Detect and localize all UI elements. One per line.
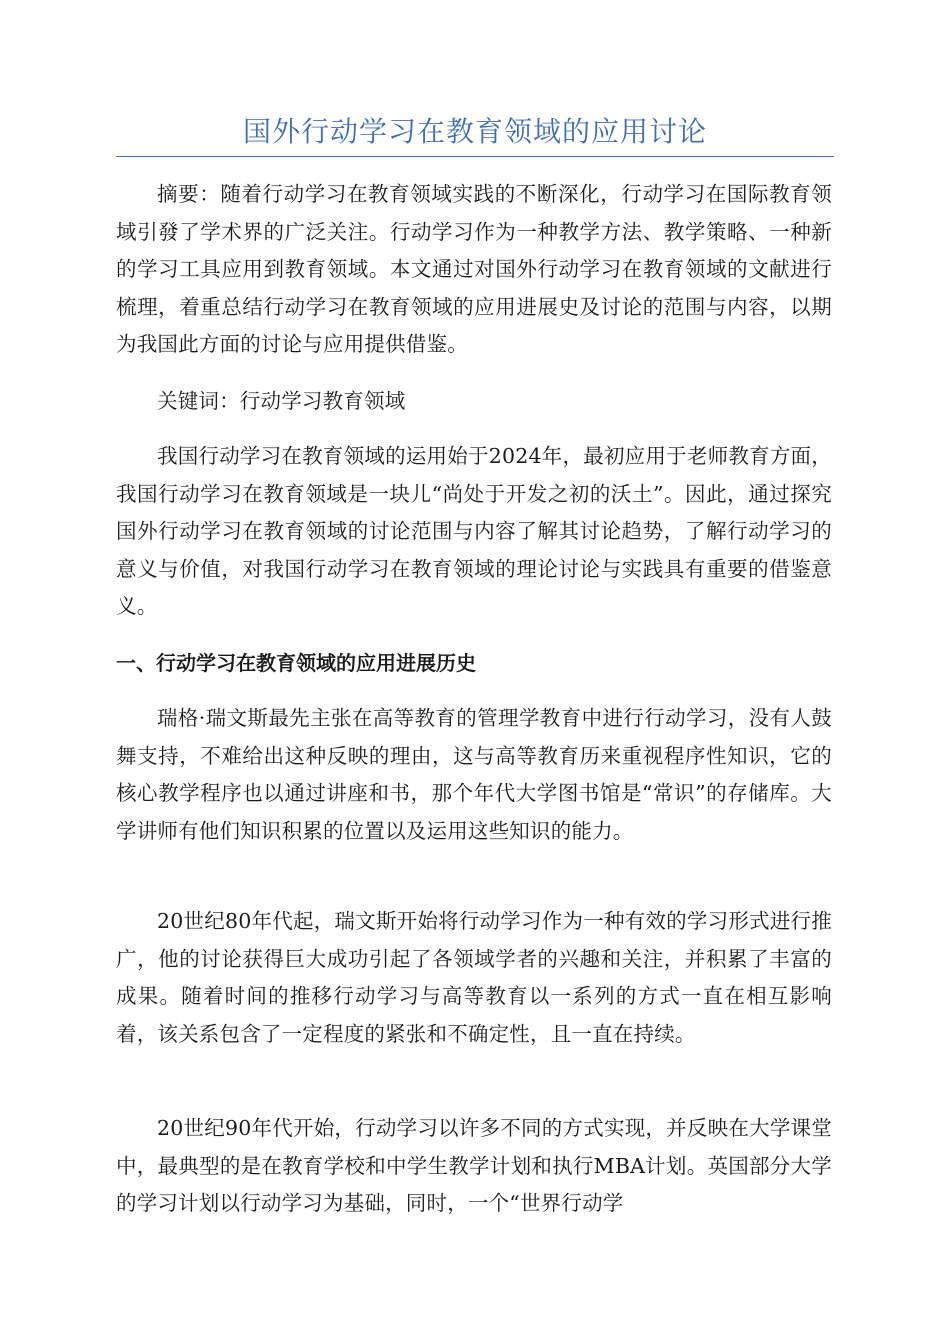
- title-block: [116, 112, 834, 157]
- section-1-heading: 一、行动学习在教育领域的应用进展历史: [116, 651, 476, 675]
- section-1-paragraph-3: 20世纪90年代开始，行动学习以许多不同的方式实现，并反映在大学课堂中，最典型的是在教育学校和中学生教学计划和执行MBA计划。英国部分大学的学习计划以行动学习为基础，同时，一个“世界行动学: [116, 1116, 832, 1215]
- intro-paragraph: 我国行动学习在教育领域的运用始于2024年，最初应用于老师教育方面，我国行动学习在教育领域是一块儿“尚处于开发之初的沃土”。因此，通过探究国外行动学习在教育领域的讨论范围与内容了解其讨论趋势，了解行动学习的意义与价值，对我国行动学习在教育领域的理论讨论与实践具有重要的借鉴意义。: [116, 444, 832, 618]
- section-1-paragraph-2: 20世纪80年代起，瑞文斯开始将行动学习作为一种有效的学习形式进行推广，他的讨论获得巨大成功引起了各领域学者的兴趣和关注，并积累了丰富的成果。随着时间的推移行动学习与高等教育以一系列的方式一直在相互影响着，该关系包含了一定程度的紧张和不确定性，且一直在持续。: [116, 909, 832, 1046]
- keywords-paragraph: 关键词：行动学习教育领域: [157, 389, 406, 413]
- section-1-paragraph-1: 瑞格·瑞文斯最先主张在高等教育的管理学教育中进行行动学习，没有人鼓舞支持，不难给出这种反映的理由，这与高等教育历来重视程序性知识，它的核心教学程序也以通过讲座和书，那个年代大学图书馆是“常识”的存储库。大学讲师有他们知识积累的位置以及运用这些知识的能力。: [116, 706, 832, 843]
- abstract-paragraph: 摘要：随着行动学习在教育领域实践的不断深化，行动学习在国际教育领域引發了学术界的广泛关注。行动学习作为一种教学方法、教学策略、一种新的学习工具应用到教育领域。本文通过对国外行动学习在教育领域的文献进行梳理，着重总结行动学习在教育领域的应用进展史及讨论的范围与内容，以期为我国此方面的讨论与应用提供借鉴。: [116, 182, 832, 356]
- document-title: 国外行动学习在教育领域的应用讨论: [242, 115, 707, 148]
